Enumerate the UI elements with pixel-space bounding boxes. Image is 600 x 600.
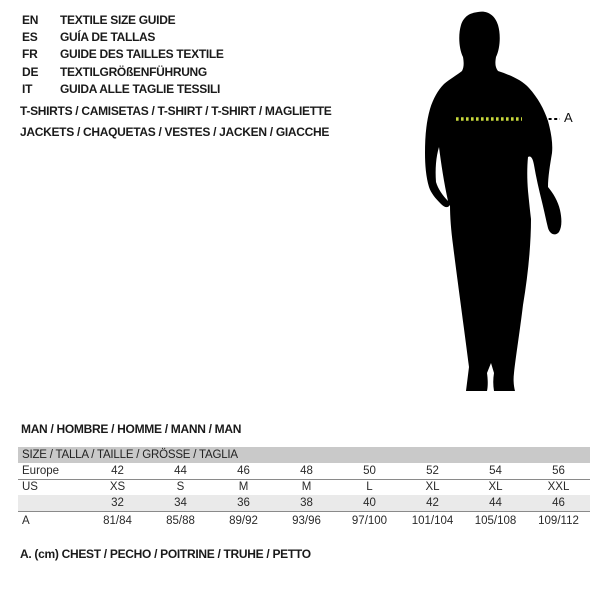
language-code: ES xyxy=(22,30,38,45)
size-cell: 42 xyxy=(111,465,124,477)
size-cell: 40 xyxy=(363,497,376,509)
size-cell: 36 xyxy=(237,497,250,509)
language-row xyxy=(22,11,224,28)
size-cell: 105/108 xyxy=(474,515,517,527)
language-label: GUÍA DE TALLAS xyxy=(60,30,156,45)
gender-heading: MAN / HOMBRE / HOMME / MANN / MAN xyxy=(21,422,242,436)
size-cell: 101/104 xyxy=(411,515,454,527)
language-label: GUIDA ALLE TAGLIE TESSILI xyxy=(60,82,221,97)
size-cell: 52 xyxy=(426,465,439,477)
language-row xyxy=(22,63,224,80)
size-cell: S xyxy=(176,481,185,493)
language-row xyxy=(22,46,224,63)
language-row xyxy=(22,81,224,98)
size-cell: 97/100 xyxy=(351,515,388,527)
size-cell: 46 xyxy=(237,465,250,477)
language-label: GUIDE DES TAILLES TEXTILE xyxy=(60,47,224,62)
size-cell: M xyxy=(301,481,312,493)
table-row-us xyxy=(18,480,590,496)
size-cell: 81/84 xyxy=(103,515,132,527)
size-cell: 56 xyxy=(552,465,565,477)
measurement-note: A. (cm) CHEST / PECHO / POITRINE / TRUHE / PETTO xyxy=(20,547,311,561)
size-table xyxy=(18,447,590,530)
language-label: TEXTILGRÖßENFÜHRUNG xyxy=(60,64,207,79)
row-label: Europe xyxy=(22,465,60,477)
language-row xyxy=(22,28,224,45)
table-row-chest-cm xyxy=(18,512,590,531)
size-cell: XS xyxy=(109,481,126,493)
language-code: FR xyxy=(22,47,38,62)
size-cell: XXL xyxy=(547,481,570,493)
table-row-numeric xyxy=(18,495,590,512)
size-cell: 48 xyxy=(300,465,313,477)
size-cell: 34 xyxy=(174,497,187,509)
size-cell: 54 xyxy=(489,465,502,477)
language-code: IT xyxy=(22,82,33,97)
category-jackets: JACKETS / CHAQUETAS / VESTES / JACKEN / GIACCHE xyxy=(20,125,330,139)
language-code: EN xyxy=(22,12,39,27)
size-cell: 109/112 xyxy=(538,515,579,527)
measure-point-label: A xyxy=(564,110,573,125)
size-cell: 44 xyxy=(174,465,187,477)
size-cell: 32 xyxy=(111,497,124,509)
size-cell: 42 xyxy=(426,497,439,509)
size-cell: 46 xyxy=(552,497,565,509)
table-row-europe xyxy=(18,463,590,480)
man-body-shape xyxy=(425,12,561,391)
size-cell: 44 xyxy=(489,497,502,509)
man-silhouette xyxy=(395,5,595,395)
language-list xyxy=(22,11,224,98)
category-tshirts: T-SHIRTS / CAMISETAS / T-SHIRT / T-SHIRT / MAGLIETTE xyxy=(20,104,332,118)
size-cell: XL xyxy=(425,481,440,493)
size-cell: XL xyxy=(488,481,503,493)
language-label: TEXTILE SIZE GUIDE xyxy=(60,12,176,27)
table-header-label: SIZE / TALLA / TAILLE / GRÖSSE / TAGLIA xyxy=(22,449,238,461)
row-label: US xyxy=(22,481,38,493)
size-cell: 93/96 xyxy=(292,515,321,527)
man-silhouette-svg xyxy=(395,5,595,395)
size-cell: 50 xyxy=(363,465,376,477)
row-label: A xyxy=(22,515,30,527)
garment-categories xyxy=(20,101,332,143)
size-cell: 85/88 xyxy=(166,515,195,527)
table-header-row xyxy=(18,447,590,463)
size-cell: M xyxy=(238,481,249,493)
size-cell: 89/92 xyxy=(229,515,258,527)
row-label xyxy=(18,495,86,512)
language-code: DE xyxy=(22,64,39,79)
size-cell: 38 xyxy=(300,497,313,509)
size-cell: L xyxy=(366,481,373,493)
